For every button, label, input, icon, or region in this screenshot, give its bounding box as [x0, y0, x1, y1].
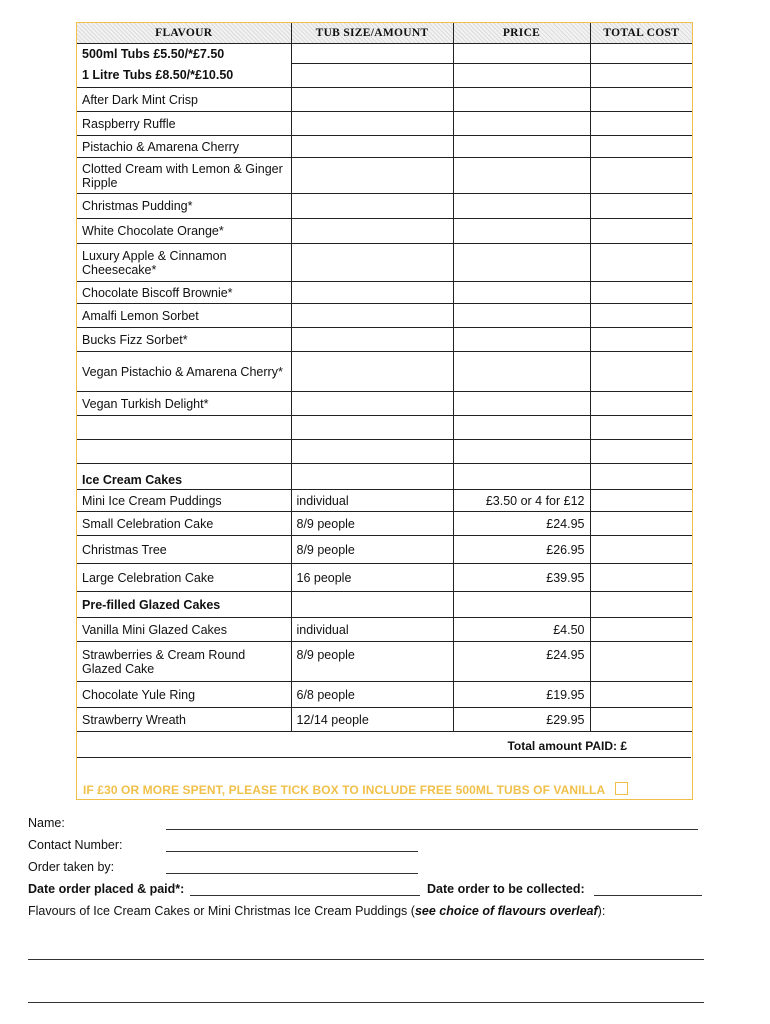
price-cell[interactable]: [453, 592, 590, 618]
tub-size-cell[interactable]: [291, 194, 453, 219]
total-cell[interactable]: [590, 44, 692, 64]
taken-by-input[interactable]: [166, 873, 418, 874]
name-label: Name:: [28, 816, 65, 830]
tub-size-cell[interactable]: [291, 304, 453, 328]
total-cell[interactable]: [590, 244, 692, 282]
glazed-size: 6/8 people: [291, 682, 453, 708]
header-tub-size: TUB SIZE/AMOUNT: [291, 23, 453, 44]
tub-size-cell[interactable]: [291, 88, 453, 112]
price-cell[interactable]: [453, 282, 590, 304]
total-cell[interactable]: [590, 88, 692, 112]
tub-size-cell[interactable]: [291, 158, 453, 194]
flavour-label: Christmas Pudding*: [77, 194, 291, 219]
tub-size-cell[interactable]: [291, 440, 453, 464]
price-cell[interactable]: [453, 136, 590, 158]
total-cell[interactable]: [590, 618, 692, 642]
blank-flavour-cell[interactable]: [77, 440, 291, 464]
flavour-label: Clotted Cream with Lemon & Ginger Ripple: [77, 158, 291, 194]
total-paid-label: Total amount PAID: £: [507, 739, 627, 753]
glazed-name: Chocolate Yule Ring: [77, 682, 291, 708]
total-cell[interactable]: [590, 464, 692, 490]
name-input[interactable]: [166, 829, 698, 830]
free-vanilla-checkbox[interactable]: [615, 782, 628, 795]
price-cell[interactable]: [453, 440, 590, 464]
total-cell[interactable]: [590, 708, 692, 732]
tub-size-cell[interactable]: [291, 44, 453, 64]
glazed-size: 12/14 people: [291, 708, 453, 732]
glazed-price: £4.50: [453, 618, 590, 642]
price-cell[interactable]: [453, 464, 590, 490]
flavour-label: Raspberry Ruffle: [77, 112, 291, 136]
cake-size: 8/9 people: [291, 536, 453, 564]
order-form: [76, 22, 693, 800]
glazed-name: Vanilla Mini Glazed Cakes: [77, 618, 291, 642]
total-cell[interactable]: [590, 219, 692, 244]
total-cell[interactable]: [590, 64, 692, 88]
cake-price: £26.95: [453, 536, 590, 564]
total-cell[interactable]: [590, 564, 692, 592]
cake-size: 16 people: [291, 564, 453, 592]
tub-size-cell[interactable]: [291, 112, 453, 136]
cakes-heading: Ice Cream Cakes: [77, 464, 291, 490]
flavours-note-start: Flavours of Ice Cream Cakes or Mini Christmas Ice Cream Puddings (: [28, 904, 415, 918]
price-cell[interactable]: [453, 219, 590, 244]
flavour-label: Vegan Turkish Delight*: [77, 392, 291, 416]
date-collected-label: Date order to be collected:: [427, 882, 585, 896]
tubs-heading-1litre: 1 Litre Tubs £8.50/*£10.50: [77, 64, 291, 88]
price-cell[interactable]: [453, 112, 590, 136]
flavour-label: Vegan Pistachio & Amarena Cherry*: [77, 352, 291, 392]
tub-size-cell[interactable]: [291, 136, 453, 158]
tubs-heading-500ml: 500ml Tubs £5.50/*£7.50: [82, 46, 225, 61]
flavour-label: Pistachio & Amarena Cherry: [77, 136, 291, 158]
total-cell[interactable]: [590, 136, 692, 158]
cake-price: £39.95: [453, 564, 590, 592]
total-cell[interactable]: [590, 512, 692, 536]
cake-price: £24.95: [453, 512, 590, 536]
price-cell[interactable]: [453, 244, 590, 282]
total-cell[interactable]: [590, 282, 692, 304]
glazed-size: individual: [291, 618, 453, 642]
flavour-label: After Dark Mint Crisp: [77, 88, 291, 112]
price-cell[interactable]: [453, 158, 590, 194]
glazed-heading: Pre-filled Glazed Cakes: [77, 592, 291, 618]
glazed-price: £24.95: [453, 642, 590, 682]
flavour-label: Bucks Fizz Sorbet*: [77, 328, 291, 352]
total-cell[interactable]: [590, 536, 692, 564]
flavour-label: White Chocolate Orange*: [77, 219, 291, 244]
glazed-name: Strawberries & Cream Round Glazed Cake: [77, 642, 291, 682]
flavour-label: Luxury Apple & Cinnamon Cheesecake*: [77, 244, 291, 282]
tub-size-cell[interactable]: [291, 328, 453, 352]
total-cell[interactable]: [590, 642, 692, 682]
glazed-price: £19.95: [453, 682, 590, 708]
contact-input[interactable]: [166, 851, 418, 852]
glazed-size: 8/9 people: [291, 642, 453, 682]
header-flavour: FLAVOUR: [77, 23, 291, 44]
price-cell[interactable]: [453, 392, 590, 416]
total-cell[interactable]: [590, 682, 692, 708]
tub-size-cell[interactable]: [291, 392, 453, 416]
total-cell[interactable]: [590, 112, 692, 136]
cake-name: Small Celebration Cake: [77, 512, 291, 536]
total-cell[interactable]: [590, 352, 692, 392]
date-placed-label: Date order placed & paid*:: [28, 882, 185, 896]
tub-size-cell[interactable]: [291, 592, 453, 618]
price-cell[interactable]: [453, 328, 590, 352]
flavour-label: Chocolate Biscoff Brownie*: [77, 282, 291, 304]
total-cell[interactable]: [590, 592, 692, 618]
cake-price: £3.50 or 4 for £12: [453, 490, 590, 512]
tub-size-cell[interactable]: [291, 244, 453, 282]
tub-size-cell[interactable]: [291, 416, 453, 440]
flavours-note: [28, 904, 605, 918]
price-cell[interactable]: [453, 88, 590, 112]
price-cell[interactable]: [453, 64, 590, 88]
flavours-line-2[interactable]: [28, 1002, 704, 1003]
total-cell[interactable]: [590, 392, 692, 416]
tub-size-cell[interactable]: [291, 219, 453, 244]
contact-label: Contact Number:: [28, 838, 123, 852]
total-cell[interactable]: [590, 194, 692, 219]
total-cell[interactable]: [590, 304, 692, 328]
tub-size-cell[interactable]: [291, 64, 453, 88]
price-cell[interactable]: [453, 194, 590, 219]
tub-size-cell[interactable]: [291, 464, 453, 490]
order-table: [77, 23, 692, 732]
flavours-note-end: ):: [597, 904, 606, 918]
price-cell[interactable]: [453, 304, 590, 328]
free-offer-text: IF £30 OR MORE SPENT, PLEASE TICK BOX TO INCLUDE FREE 500ML TUBS OF VANILLA: [83, 783, 606, 797]
header-price: PRICE: [453, 23, 590, 44]
cake-name: Large Celebration Cake: [77, 564, 291, 592]
total-paid-row: [77, 731, 691, 758]
price-cell[interactable]: [453, 44, 590, 64]
cake-size: 8/9 people: [291, 512, 453, 536]
price-cell[interactable]: [453, 352, 590, 392]
date-collected-input[interactable]: [594, 895, 702, 896]
total-cell[interactable]: [590, 440, 692, 464]
price-cell[interactable]: [453, 416, 590, 440]
blank-flavour-cell[interactable]: [77, 416, 291, 440]
cake-size: individual: [291, 490, 453, 512]
total-cell[interactable]: [590, 328, 692, 352]
flavours-note-emphasis: see choice of flavours overleaf: [414, 904, 598, 918]
cake-name: Christmas Tree: [77, 536, 291, 564]
free-offer-notice: [83, 782, 628, 797]
date-placed-input[interactable]: [190, 895, 420, 896]
glazed-name: Strawberry Wreath: [77, 708, 291, 732]
taken-by-label: Order taken by:: [28, 860, 115, 874]
total-cell[interactable]: [590, 416, 692, 440]
total-cell[interactable]: [590, 490, 692, 512]
glazed-price: £29.95: [453, 708, 590, 732]
tub-size-cell[interactable]: [291, 352, 453, 392]
header-total-cost: TOTAL COST: [590, 23, 692, 44]
total-cell[interactable]: [590, 158, 692, 194]
cake-name: Mini Ice Cream Puddings: [77, 490, 291, 512]
header-row: [77, 23, 692, 44]
tub-size-cell[interactable]: [291, 282, 453, 304]
flavour-label: Amalfi Lemon Sorbet: [77, 304, 291, 328]
flavours-line-1[interactable]: [28, 959, 704, 960]
